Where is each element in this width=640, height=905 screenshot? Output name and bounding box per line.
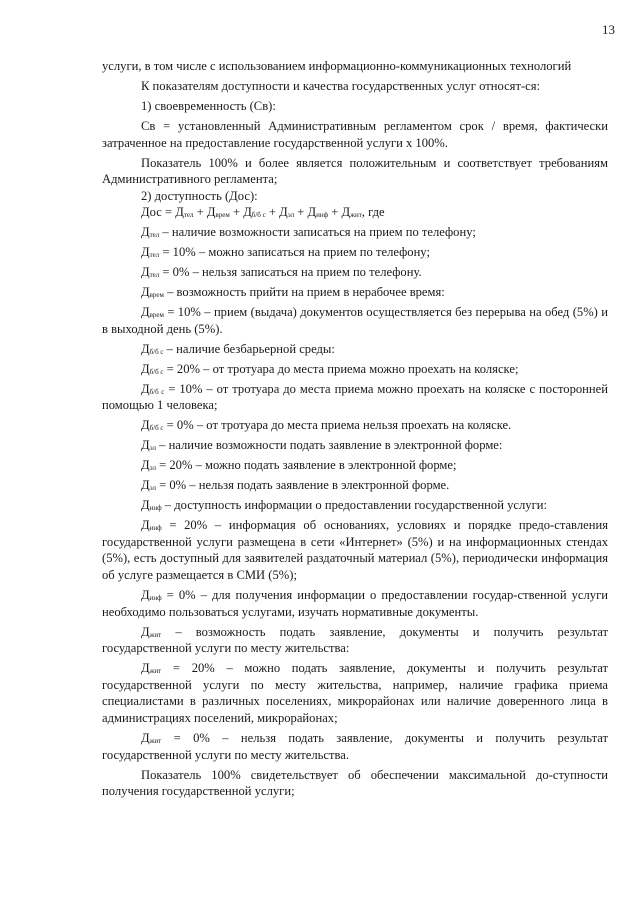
paragraph: услуги, в том числе с использованием информационно-коммуникационных технологий [102, 59, 572, 73]
paragraph: $Д_{б/б с} = 20\%$ – от тротуара до места приема можно проехать на коляске; [141, 361, 519, 376]
paragraph: 2) доступность (Дос): [141, 188, 258, 203]
paragraph: Показатель 100% и более является положительным и соответствует требованиям Административного регламента; [102, 155, 608, 187]
paragraph: $Д_{врем}$ – возможность прийти на прием в нерабочее время: [141, 285, 445, 300]
paragraph: $Д_{жит} = 20\%$ – можно подать заявление, документы и получить результат государственной услуги по месту жительства, например, наличие графика приема специалистами в различных поселениях, микрорайонах или наличие доверенного лица в администрациях поселений, микрорайонах; [102, 661, 608, 725]
paragraph: $Д_{б/б с}$ – наличие безбарьерной среды: [141, 341, 335, 356]
paragraph: $Д_{инф} = 0\%$ – для получения информации о предоставлении государ-ственной услуги необходимо пользоваться услугами, изучать нормативные документы. [102, 588, 608, 619]
paragraph: $Д_{б/б с} = 10\%$ – от тротуара до места приема можно проехать на коляске с посторонней помощью 1 человека; [102, 381, 608, 413]
page-number: 13 [602, 22, 615, 37]
paragraph: Св = установленный Административным регламентом срок / время, фактически затраченное на предоставление государственной услуги х 100%. [102, 118, 608, 150]
paragraph: $Д_{б/б с} = 0\%$ – от тротуара до места приема нельзя проехать на коляске. [141, 418, 512, 433]
paragraph: $Д_{эл} = 0\%$ – нельзя подать заявление в электронной форме. [141, 478, 450, 493]
document-body [102, 58, 608, 800]
paragraph: $Д_{тел} = 0\%$ – нельзя записаться на прием по телефону. [141, 265, 422, 280]
paragraph: $Д_{эл} = 20\%$ – можно подать заявление в электронной форме; [141, 458, 457, 473]
paragraph: Дос = $Д_{тел} + Д_{врем} + Д_{б/б с} + Д_{эл} + Д_{инф} + Д_{жит}$, где [141, 205, 385, 220]
paragraph: $Д_{инф}$ – доступность информации о предоставлении государственной услуги: [141, 498, 547, 513]
paragraph: 1) своевременность (Св): [141, 98, 276, 113]
paragraph: $Д_{жит} = 0\%$ – нельзя подать заявление, документы и получить результат государственной услуги по месту жительства. [102, 730, 608, 762]
paragraph: $Д_{врем} = 10\%$ – прием (выдача) документов осуществляется без перерыва на обед (5%) и в выходной день (5%). [102, 305, 608, 336]
paragraph: $Д_{тел} = 10\%$ – можно записаться на прием по телефону; [141, 245, 430, 260]
paragraph: $Д_{тел}$ – наличие возможности записаться на прием по телефону; [141, 225, 476, 240]
paragraph: Показатель 100% свидетельствует об обеспечении максимальной до-ступности получения государственной услуги; [102, 767, 608, 799]
paragraph: $Д_{жит}$ – возможность подать заявление, документы и получить результат государственной услуги по месту жительства: [102, 624, 608, 656]
paragraph: К показателям доступности и качества государственных услуг относят-ся: [141, 78, 541, 93]
paragraph: $Д_{эл}$ – наличие возможности подать заявление в электронной форме: [141, 438, 503, 453]
paragraph: $Д_{инф} = 20\%$ – информация об основаниях, условиях и порядке предо-ставления государственной услуги размещена в сети «Интернет» (5%) и на информационных стендах (5%), есть доступный для заявителей раздаточный материал (5%), периодически информация об услуге размещается в СМИ (5%); [102, 518, 608, 583]
